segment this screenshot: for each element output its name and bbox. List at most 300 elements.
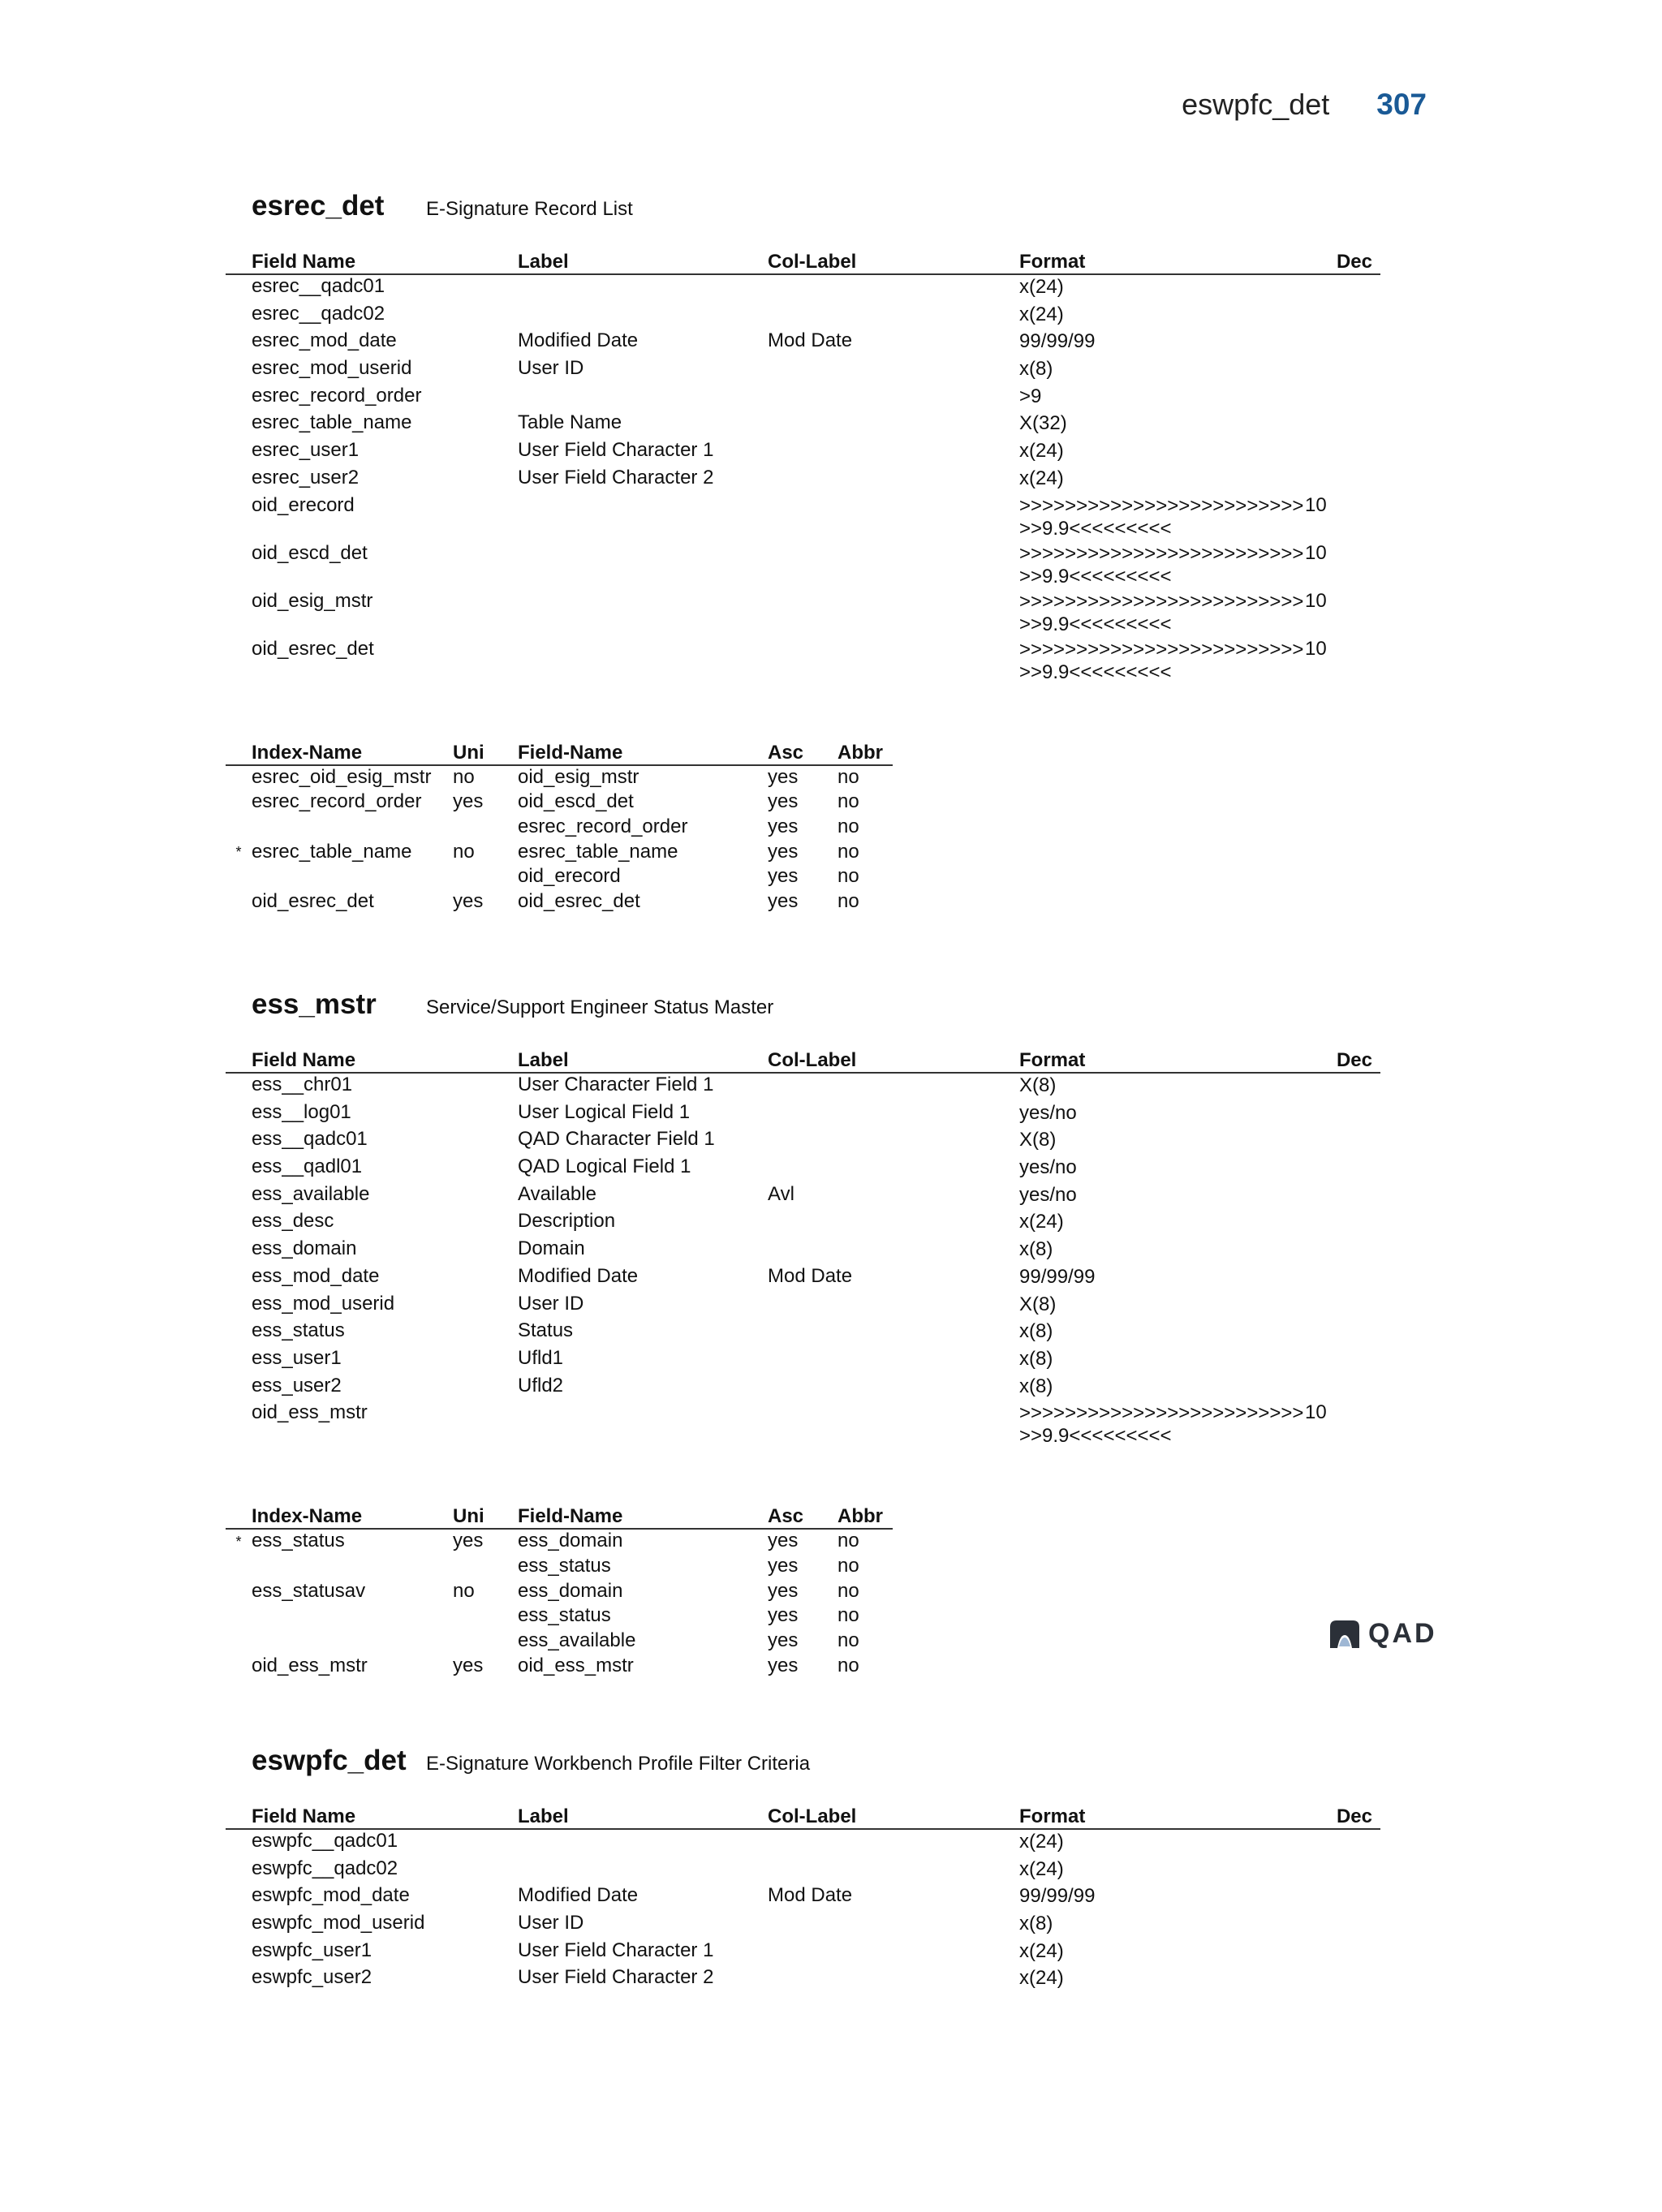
- label-cell: Ufld1: [518, 1346, 564, 1369]
- dec-cell: [1305, 1237, 1380, 1265]
- format-cell: >9: [1019, 385, 1042, 407]
- field-name-cell: ess_available: [252, 1182, 370, 1205]
- row-spacer: [226, 542, 252, 590]
- index-row: [226, 890, 893, 915]
- row-spacer: [226, 590, 252, 638]
- index-name-cell: [252, 865, 453, 890]
- field-row: [226, 1265, 1380, 1293]
- abbreviated-cell: no: [837, 1579, 859, 1602]
- field-name-cell: oid_erecord: [252, 493, 355, 516]
- row-spacer: [226, 1347, 252, 1375]
- col-label-cell: Mod Date: [768, 1264, 853, 1287]
- label-cell: [518, 542, 768, 590]
- primary-index-marker: [226, 1555, 252, 1580]
- dec-cell: [1305, 1829, 1380, 1857]
- dec-cell: [1305, 1939, 1380, 1967]
- row-spacer: [226, 1857, 252, 1885]
- col-label-cell: [768, 467, 1019, 494]
- unique-cell: [453, 865, 518, 890]
- index-table-header-row: [226, 1503, 893, 1529]
- field-row: [226, 329, 1380, 357]
- qad-logo-text: QAD: [1368, 1618, 1437, 1649]
- ascending-cell: yes: [768, 1554, 799, 1577]
- col-label-cell: [768, 1966, 1019, 1994]
- column-header-field-name: Field-Name: [518, 739, 768, 765]
- field-name-cell: ess__chr01: [252, 1074, 353, 1095]
- row-spacer: [226, 385, 252, 412]
- index-table: [226, 739, 893, 915]
- field-rows: [226, 1829, 1380, 1994]
- column-header-abbr: Abbr: [837, 1503, 893, 1529]
- row-spacer: [226, 494, 252, 542]
- format-cell: 99/99/99: [1019, 1265, 1096, 1288]
- format-cell: >>>>>>>>>>>>>>>>>>>>>>>>>>>9.9<<<<<<<<<: [1019, 638, 1304, 683]
- primary-index-marker: [226, 890, 252, 915]
- format-cell: x(24): [1019, 1857, 1064, 1880]
- field-name-cell: esrec_table_name: [252, 411, 412, 434]
- format-cell: x(8): [1019, 1375, 1053, 1397]
- column-header-dec: Dec: [1305, 1803, 1380, 1829]
- label-cell: [518, 274, 768, 303]
- field-row: [226, 357, 1380, 385]
- dec-cell: [1305, 1912, 1380, 1939]
- row-spacer: [226, 1401, 252, 1449]
- unique-cell: [453, 1555, 518, 1580]
- table-description: Service/Support Engineer Status Master: [426, 996, 774, 1018]
- index-name-cell: oid_esrec_det: [252, 889, 374, 912]
- format-cell: x(24): [1019, 1211, 1064, 1233]
- primary-index-marker: [226, 1580, 252, 1605]
- table-name: esrec_det: [252, 190, 385, 222]
- format-cell: yes/no: [1019, 1183, 1077, 1206]
- abbreviated-cell: no: [837, 815, 859, 837]
- label-cell: User Field Character 2: [518, 466, 714, 488]
- format-cell: x(8): [1019, 1347, 1053, 1370]
- dec-cell: 10: [1305, 541, 1327, 564]
- index-field-cell: esrec_record_order: [518, 815, 688, 837]
- dec-cell: [1305, 1210, 1380, 1237]
- format-cell: X(8): [1019, 1293, 1057, 1315]
- col-label-cell: [768, 411, 1019, 439]
- field-name-cell: eswpfc_mod_date: [252, 1884, 410, 1907]
- field-name-cell: oid_esrec_det: [252, 637, 374, 660]
- dec-cell: [1305, 329, 1380, 357]
- field-row: [226, 1293, 1380, 1320]
- table-description: E-Signature Workbench Profile Filter Criteria: [426, 1753, 811, 1775]
- field-row: [226, 1101, 1380, 1129]
- abbreviated-cell: no: [837, 765, 859, 788]
- index-table-header-row: [226, 739, 893, 765]
- index-field-cell: oid_esrec_det: [518, 889, 640, 912]
- row-spacer: [226, 1884, 252, 1912]
- label-cell: User Character Field 1: [518, 1074, 714, 1095]
- dec-cell: [1305, 385, 1380, 412]
- col-label-cell: [768, 638, 1019, 686]
- field-table: [226, 1047, 1380, 1449]
- table-name: eswpfc_det: [252, 1745, 407, 1776]
- index-field-cell: esrec_table_name: [518, 840, 678, 863]
- dec-cell: [1305, 439, 1380, 467]
- index-name-cell: [252, 1555, 453, 1580]
- field-name-cell: oid_esig_mstr: [252, 589, 373, 612]
- col-label-cell: [768, 1829, 1019, 1857]
- col-label-cell: [768, 1912, 1019, 1939]
- format-cell: x(24): [1019, 440, 1064, 463]
- index-row: [226, 841, 893, 866]
- format-cell: x(8): [1019, 1913, 1053, 1935]
- column-header-dec: Dec: [1305, 1047, 1380, 1073]
- index-field-cell: oid_erecord: [518, 865, 621, 888]
- col-label-cell: [768, 385, 1019, 412]
- table-heading: [252, 988, 1380, 1021]
- abbreviated-cell: no: [837, 865, 859, 888]
- unique-cell: yes: [453, 889, 484, 912]
- index-field-cell: ess_available: [518, 1629, 636, 1651]
- column-header-label: Label: [518, 1047, 768, 1073]
- unique-cell: [453, 816, 518, 841]
- label-cell: User ID: [518, 357, 584, 380]
- field-row: [226, 542, 1380, 590]
- label-cell: Domain: [518, 1237, 585, 1260]
- col-label-cell: [768, 274, 1019, 303]
- qad-logo: [1328, 1618, 1437, 1650]
- format-cell: x(24): [1019, 1831, 1064, 1853]
- field-name-cell: ess_status: [252, 1319, 345, 1342]
- column-header-asc: Asc: [768, 1503, 837, 1529]
- col-label-cell: Mod Date: [768, 1884, 853, 1907]
- field-name-cell: ess_mod_userid: [252, 1292, 395, 1315]
- label-cell: User Field Character 2: [518, 1966, 714, 1989]
- dec-cell: [1305, 411, 1380, 439]
- field-name-cell: oid_escd_det: [252, 541, 368, 564]
- primary-index-marker: [226, 1629, 252, 1655]
- field-name-cell: eswpfc_user2: [252, 1966, 372, 1989]
- field-row: [226, 1884, 1380, 1912]
- index-field-cell: ess_domain: [518, 1530, 623, 1552]
- field-name-cell: eswpfc__qadc01: [252, 1830, 398, 1852]
- format-cell: x(24): [1019, 303, 1064, 325]
- field-row: [226, 638, 1380, 686]
- field-table: [226, 248, 1380, 686]
- col-label-cell: [768, 1101, 1019, 1129]
- field-row: [226, 1401, 1380, 1449]
- dec-cell: [1305, 357, 1380, 385]
- index-name-cell: ess_status: [252, 1530, 345, 1552]
- index-name-cell: oid_ess_mstr: [252, 1654, 368, 1676]
- format-cell: X(8): [1019, 1129, 1057, 1151]
- index-name-cell: [252, 1604, 453, 1629]
- index-field-cell: oid_ess_mstr: [518, 1654, 634, 1676]
- label-cell: [518, 1829, 768, 1857]
- field-name-cell: esrec__qadc01: [252, 275, 385, 297]
- label-cell: Modified Date: [518, 1264, 639, 1287]
- col-label-cell: [768, 1155, 1019, 1183]
- format-cell: x(8): [1019, 1238, 1053, 1261]
- row-spacer: [226, 439, 252, 467]
- header-spacer: [226, 739, 252, 765]
- unique-cell: [453, 1629, 518, 1655]
- row-spacer: [226, 274, 252, 303]
- ascending-cell: yes: [768, 1530, 799, 1552]
- field-name-cell: ess_mod_date: [252, 1264, 380, 1287]
- index-row: [226, 1529, 893, 1555]
- column-header-col-label: Col-Label: [768, 248, 1019, 274]
- header-spacer: [226, 248, 252, 274]
- abbreviated-cell: no: [837, 1629, 859, 1651]
- primary-index-marker: [226, 865, 252, 890]
- dec-cell: [1305, 1183, 1380, 1211]
- unique-cell: no: [453, 765, 475, 788]
- index-row: [226, 790, 893, 816]
- field-name-cell: esrec_user2: [252, 466, 360, 488]
- col-label-cell: [768, 1073, 1019, 1101]
- field-row: [226, 590, 1380, 638]
- row-spacer: [226, 1155, 252, 1183]
- row-spacer: [226, 638, 252, 686]
- column-header-label: Label: [518, 248, 768, 274]
- dec-cell: 10: [1305, 589, 1327, 612]
- field-row: [226, 494, 1380, 542]
- label-cell: [518, 303, 768, 330]
- label-cell: Table Name: [518, 411, 622, 434]
- field-name-cell: ess__qadc01: [252, 1128, 368, 1151]
- field-row: [226, 439, 1380, 467]
- row-spacer: [226, 467, 252, 494]
- row-spacer: [226, 1101, 252, 1129]
- field-row: [226, 1347, 1380, 1375]
- row-spacer: [226, 303, 252, 330]
- index-row: [226, 1655, 893, 1680]
- col-label-cell: Mod Date: [768, 329, 853, 352]
- primary-index-marker: [226, 1655, 252, 1680]
- field-row: [226, 1210, 1380, 1237]
- label-cell: [518, 494, 768, 542]
- index-name-cell: [252, 1629, 453, 1655]
- index-row: [226, 1580, 893, 1605]
- format-cell: >>>>>>>>>>>>>>>>>>>>>>>>>>>9.9<<<<<<<<<: [1019, 494, 1304, 540]
- column-header-field-name: Field-Name: [518, 1503, 768, 1529]
- primary-index-marker: *: [235, 1534, 242, 1551]
- format-cell: X(8): [1019, 1074, 1057, 1096]
- dec-cell: 10: [1305, 1401, 1327, 1424]
- field-name-cell: ess__log01: [252, 1100, 351, 1123]
- table-name: ess_mstr: [252, 988, 377, 1020]
- dec-cell: [1305, 1101, 1380, 1129]
- field-name-cell: esrec_record_order: [252, 384, 422, 407]
- dec-cell: [1305, 303, 1380, 330]
- field-name-cell: ess_desc: [252, 1210, 334, 1233]
- row-spacer: [226, 1183, 252, 1211]
- table-description: E-Signature Record List: [426, 198, 633, 220]
- field-name-cell: esrec__qadc02: [252, 302, 385, 325]
- label-cell: User Field Character 1: [518, 439, 714, 462]
- field-name-cell: ess_domain: [252, 1237, 357, 1260]
- ascending-cell: yes: [768, 1604, 799, 1627]
- ascending-cell: yes: [768, 1629, 799, 1651]
- table-heading: [252, 1745, 1380, 1777]
- col-label-cell: [768, 1401, 1019, 1449]
- field-table: [226, 1803, 1380, 1994]
- col-label-cell: [768, 303, 1019, 330]
- format-cell: x(8): [1019, 358, 1053, 381]
- column-header-index-name: Index-Name: [252, 739, 453, 765]
- field-row: [226, 1183, 1380, 1211]
- row-spacer: [226, 357, 252, 385]
- col-label-cell: [768, 1375, 1019, 1402]
- field-table-header-row: [226, 1803, 1380, 1829]
- column-header-dec: Dec: [1305, 248, 1380, 274]
- field-name-cell: eswpfc_mod_userid: [252, 1912, 425, 1934]
- dec-cell: [1305, 274, 1380, 303]
- col-label-cell: [768, 590, 1019, 638]
- column-header-format: Format: [1019, 1803, 1305, 1829]
- abbreviated-cell: no: [837, 840, 859, 863]
- field-row: [226, 1073, 1380, 1101]
- row-spacer: [226, 411, 252, 439]
- row-spacer: [226, 1210, 252, 1237]
- header-spacer: [226, 1503, 252, 1529]
- row-spacer: [226, 1073, 252, 1101]
- format-cell: x(24): [1019, 1939, 1064, 1962]
- format-cell: >>>>>>>>>>>>>>>>>>>>>>>>>>>9.9<<<<<<<<<: [1019, 1402, 1304, 1448]
- column-header-format: Format: [1019, 248, 1305, 274]
- field-row: [226, 1319, 1380, 1347]
- field-row: [226, 1128, 1380, 1155]
- table-section-eswpfc-det: [226, 1745, 1380, 1994]
- index-field-cell: ess_domain: [518, 1579, 623, 1602]
- ascending-cell: yes: [768, 1654, 799, 1676]
- column-header-label: Label: [518, 1803, 768, 1829]
- dec-cell: [1305, 1966, 1380, 1994]
- ascending-cell: yes: [768, 1579, 799, 1602]
- column-header-col-label: Col-Label: [768, 1047, 1019, 1073]
- row-spacer: [226, 1912, 252, 1939]
- label-cell: Modified Date: [518, 1884, 639, 1907]
- running-title: eswpfc_det: [1182, 88, 1330, 121]
- ascending-cell: yes: [768, 865, 799, 888]
- col-label-cell: [768, 1857, 1019, 1885]
- row-spacer: [226, 329, 252, 357]
- index-row: [226, 1555, 893, 1580]
- field-row: [226, 1237, 1380, 1265]
- label-cell: Description: [518, 1210, 616, 1233]
- column-header-index-name: Index-Name: [252, 1503, 453, 1529]
- format-cell: yes/no: [1019, 1101, 1077, 1124]
- label-cell: Ufld2: [518, 1374, 564, 1396]
- dec-cell: [1305, 467, 1380, 494]
- primary-index-marker: *: [235, 844, 242, 861]
- abbreviated-cell: no: [837, 889, 859, 912]
- row-spacer: [226, 1293, 252, 1320]
- col-label-cell: [768, 494, 1019, 542]
- label-cell: User ID: [518, 1912, 584, 1934]
- field-name-cell: eswpfc_user1: [252, 1939, 372, 1961]
- field-row: [226, 385, 1380, 412]
- unique-cell: yes: [453, 790, 484, 813]
- field-name-cell: esrec_mod_date: [252, 329, 397, 352]
- row-spacer: [226, 1128, 252, 1155]
- column-header-abbr: Abbr: [837, 739, 893, 765]
- column-header-field-name: Field Name: [252, 1803, 518, 1829]
- label-cell: Status: [518, 1319, 574, 1342]
- row-spacer: [226, 1939, 252, 1967]
- col-label-cell: [768, 1939, 1019, 1967]
- unique-cell: no: [453, 840, 475, 863]
- dec-cell: [1305, 1884, 1380, 1912]
- index-rows: [226, 1529, 893, 1679]
- index-row: [226, 865, 893, 890]
- field-row: [226, 1155, 1380, 1183]
- format-cell: 99/99/99: [1019, 1885, 1096, 1908]
- label-cell: User Field Character 1: [518, 1939, 714, 1961]
- dec-cell: [1305, 1293, 1380, 1320]
- field-row: [226, 1966, 1380, 1994]
- field-row: [226, 1912, 1380, 1939]
- index-field-cell: ess_status: [518, 1554, 611, 1577]
- table-section-esrec-det: [226, 190, 1380, 915]
- index-name-cell: ess_statusav: [252, 1579, 366, 1602]
- label-cell: QAD Character Field 1: [518, 1128, 715, 1151]
- dec-cell: [1305, 1073, 1380, 1101]
- column-header-uni: Uni: [453, 1503, 518, 1529]
- index-row: [226, 1629, 893, 1655]
- abbreviated-cell: no: [837, 1604, 859, 1627]
- dec-cell: [1305, 1857, 1380, 1885]
- label-cell: [518, 638, 768, 686]
- col-label-cell: [768, 1319, 1019, 1347]
- index-field-cell: ess_status: [518, 1604, 611, 1627]
- field-name-cell: oid_ess_mstr: [252, 1401, 368, 1424]
- label-cell: User ID: [518, 1292, 584, 1315]
- ascending-cell: yes: [768, 889, 799, 912]
- table-heading: [252, 190, 1380, 222]
- col-label-cell: [768, 357, 1019, 385]
- field-table-header-row: [226, 248, 1380, 274]
- index-row: [226, 816, 893, 841]
- field-rows: [226, 1073, 1380, 1449]
- field-row: [226, 411, 1380, 439]
- abbreviated-cell: no: [837, 1530, 859, 1552]
- field-name-cell: ess_user2: [252, 1374, 342, 1396]
- field-name-cell: ess_user1: [252, 1346, 342, 1369]
- column-header-uni: Uni: [453, 739, 518, 765]
- dec-cell: [1305, 1265, 1380, 1293]
- label-cell: Available: [518, 1182, 596, 1205]
- ascending-cell: yes: [768, 765, 799, 788]
- index-table: [226, 1503, 893, 1679]
- row-spacer: [226, 1237, 252, 1265]
- column-header-format: Format: [1019, 1047, 1305, 1073]
- primary-index-marker: [226, 816, 252, 841]
- field-row: [226, 1857, 1380, 1885]
- abbreviated-cell: no: [837, 790, 859, 813]
- unique-cell: yes: [453, 1530, 484, 1552]
- field-name-cell: ess__qadl01: [252, 1155, 363, 1178]
- qad-logo-mark-icon: [1328, 1619, 1362, 1650]
- dec-cell: [1305, 1375, 1380, 1402]
- label-cell: [518, 1857, 768, 1885]
- col-label-cell: [768, 1210, 1019, 1237]
- row-spacer: [226, 1265, 252, 1293]
- col-label-cell: [768, 1293, 1019, 1320]
- col-label-cell: [768, 1347, 1019, 1375]
- row-spacer: [226, 1966, 252, 1994]
- col-label-cell: [768, 542, 1019, 590]
- col-label-cell: [768, 1237, 1019, 1265]
- ascending-cell: yes: [768, 790, 799, 813]
- format-cell: >>>>>>>>>>>>>>>>>>>>>>>>>>>9.9<<<<<<<<<: [1019, 542, 1304, 587]
- row-spacer: [226, 1319, 252, 1347]
